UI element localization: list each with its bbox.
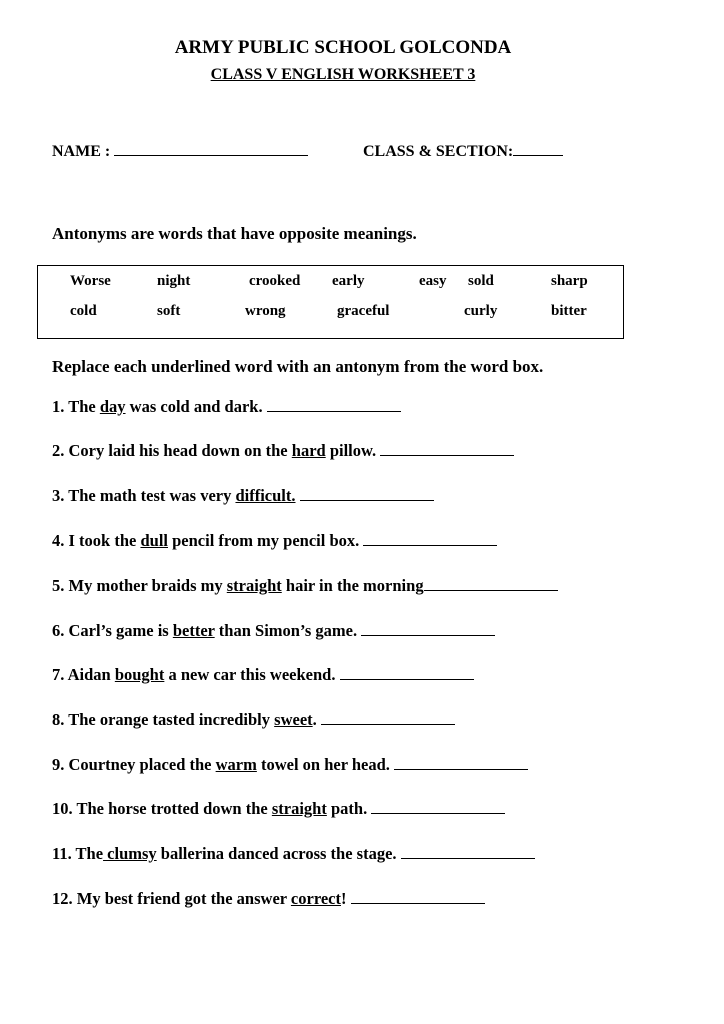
- underlined-word: warm: [215, 755, 257, 774]
- underlined-word: straight: [271, 799, 327, 818]
- underlined-word: hard: [291, 441, 326, 460]
- question-text: pencil from my pencil box.: [168, 531, 364, 550]
- worksheet-title: [0, 66, 686, 84]
- question-4: [52, 531, 497, 551]
- underlined-word: bought: [114, 665, 165, 684]
- question-11: [52, 844, 535, 864]
- class-section-field: [363, 143, 563, 161]
- question-3: [52, 486, 434, 506]
- question-text: 5. My mother braids my: [52, 576, 227, 595]
- name-label: NAME :: [52, 143, 111, 160]
- question-text: .: [312, 710, 321, 729]
- question-text: 1. The: [52, 397, 100, 416]
- question-text: was cold and dark.: [125, 397, 267, 416]
- question-9: [52, 755, 528, 775]
- answer-blank[interactable]: [321, 712, 455, 725]
- answer-blank[interactable]: [371, 801, 505, 814]
- word-early: early: [332, 273, 365, 289]
- word-sharp: sharp: [551, 273, 588, 289]
- answer-blank[interactable]: [363, 533, 497, 546]
- word-sold: sold: [468, 273, 494, 289]
- question-2: [52, 441, 514, 461]
- instruction-text: Replace each underlined word with an antonym from the word box.: [52, 357, 544, 376]
- word-night: night: [157, 273, 191, 289]
- question-text: 4. I took the: [52, 531, 141, 550]
- question-6: [52, 621, 495, 641]
- word-crooked: crooked: [249, 273, 301, 289]
- question-8: [52, 710, 455, 730]
- underlined-word: correct: [290, 889, 341, 908]
- word-bitter: bitter: [551, 303, 587, 319]
- school-name: ARMY PUBLIC SCHOOL GOLCONDA: [174, 37, 512, 58]
- answer-blank[interactable]: [351, 891, 485, 904]
- word-easy: easy: [419, 273, 447, 289]
- question-text: path.: [326, 799, 372, 818]
- underlined-word: straight: [226, 576, 282, 595]
- answer-blank[interactable]: [401, 846, 535, 859]
- word-worse: Worse: [70, 273, 111, 289]
- underlined-word: better: [172, 621, 215, 640]
- question-text: 7. Aidan: [52, 665, 115, 684]
- question-text: 8. The orange tasted incredibly: [52, 710, 275, 729]
- word-curly: curly: [464, 303, 498, 319]
- question-12: [52, 889, 485, 909]
- question-5: [52, 576, 558, 596]
- underlined-word: sweet: [274, 710, 313, 729]
- answer-blank[interactable]: [300, 488, 434, 501]
- question-text: 10. The horse trotted down the: [52, 799, 272, 818]
- word-wrong: wrong: [245, 303, 286, 319]
- answer-blank[interactable]: [424, 578, 558, 591]
- question-text: 2. Cory laid his head down on the: [52, 441, 292, 460]
- question-1: [52, 397, 401, 417]
- answer-blank[interactable]: [267, 399, 401, 412]
- question-text: 6. Carl’s game is: [52, 621, 173, 640]
- word-graceful: graceful: [337, 303, 390, 319]
- question-text: 12. My best friend got the answer: [52, 889, 291, 908]
- question-text: 11. The: [52, 844, 104, 863]
- underlined-word: dull: [140, 531, 168, 550]
- question-text: towel on her head.: [256, 755, 395, 774]
- name-blank[interactable]: [114, 143, 308, 156]
- question-text: pillow.: [325, 441, 381, 460]
- name-field: [52, 143, 308, 161]
- question-text: hair in the morning: [281, 576, 424, 595]
- question-text: 9. Courtney placed the: [52, 755, 216, 774]
- question-text: a new car this weekend.: [164, 665, 340, 684]
- class-section-label: CLASS & SECTION:: [363, 143, 514, 160]
- question-text: !: [341, 889, 351, 908]
- underlined-word: day: [99, 397, 126, 416]
- word-box: [37, 265, 624, 339]
- word-soft: soft: [157, 303, 181, 319]
- question-7: [52, 665, 474, 685]
- question-10: [52, 799, 505, 819]
- answer-blank[interactable]: [340, 667, 474, 680]
- class-section-blank[interactable]: [513, 143, 563, 156]
- definition-text: Antonyms are words that have opposite meanings.: [52, 224, 417, 243]
- question-text: than Simon’s game.: [214, 621, 362, 640]
- underlined-word: difficult.: [235, 486, 296, 505]
- underlined-word: clumsy: [103, 844, 157, 863]
- worksheet-title-text: CLASS V ENGLISH WORKSHEET 3: [210, 66, 476, 83]
- answer-blank[interactable]: [361, 623, 495, 636]
- answer-blank[interactable]: [380, 443, 514, 456]
- word-cold: cold: [70, 303, 97, 319]
- question-text: 3. The math test was very: [52, 486, 236, 505]
- question-text: ballerina danced across the stage.: [156, 844, 401, 863]
- answer-blank[interactable]: [394, 757, 528, 770]
